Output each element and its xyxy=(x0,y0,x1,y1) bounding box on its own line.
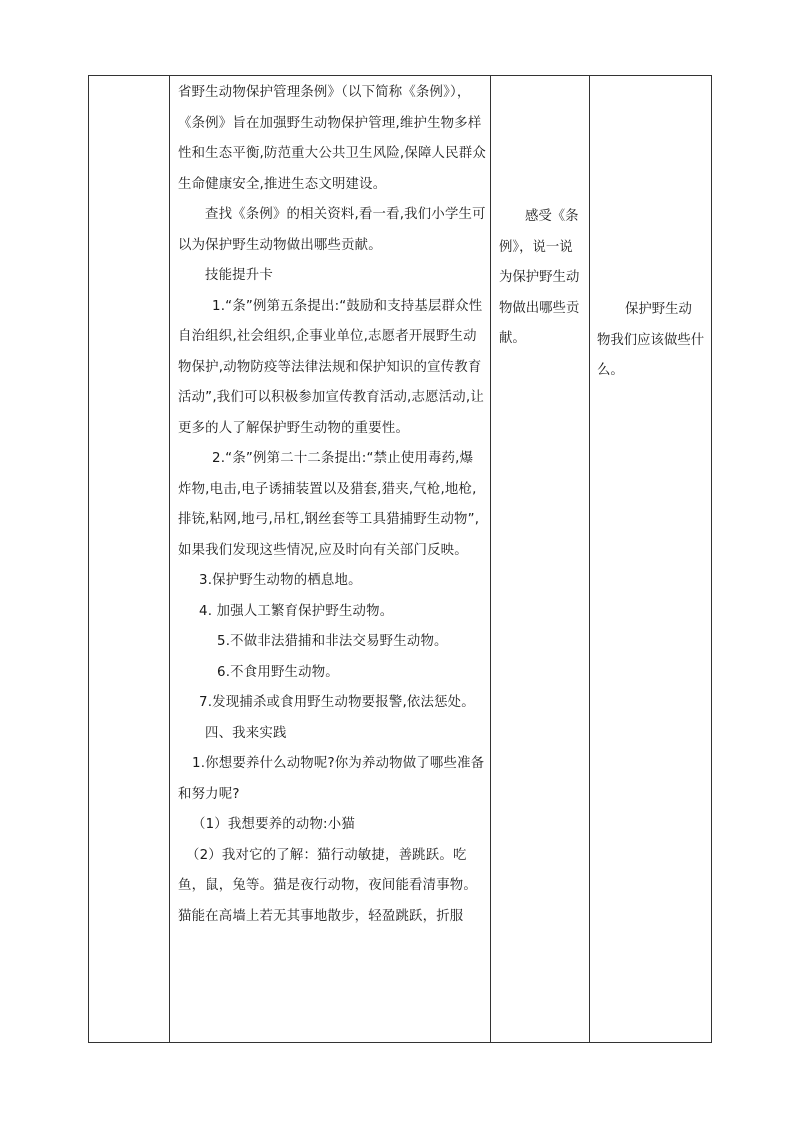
paragraph: 查找《条例》的相关资料,看一看,我们小学生可以为保护野生动物做出哪些贡献。 xyxy=(178,207,486,253)
table-row xyxy=(89,76,712,1043)
paragraph: 1.你想要养什么动物呢?你为养动物做了哪些准备和努力呢? xyxy=(178,756,485,802)
paragraph: 7.发现捕杀或食用野生动物要报警,依法惩处。 xyxy=(199,695,475,710)
paragraph: 5.不做非法猎捕和非法交易野生动物。 xyxy=(217,634,448,649)
table-cell-content xyxy=(170,76,491,1043)
paragraph: 3.保护野生动物的栖息地。 xyxy=(199,573,362,588)
paragraph: （2）我对它的了解：猫行动敏捷，善跳跃。吃鱼，鼠，兔等。猫是夜行动物，夜间能看清事物。猫能在高墙上若无其事地散步，轻盈跳跃，折服 xyxy=(178,847,477,924)
paragraph-heading: 技能提升卡 xyxy=(205,268,273,283)
content-text xyxy=(170,76,490,932)
table-cell-activity xyxy=(491,76,590,1043)
paragraph: 1.“条”例第五条提出:“鼓励和支持基层群众性自治组织,社会组织,企事业单位,志愿者开展野生动物保护,动物防疫等法律法规和保护知识的宣传教育活动”,我们可以积极参加宣传教育活动,志愿活动,让更多的人了解保护野生动物的重要性。 xyxy=(178,298,484,436)
paragraph-heading: 四、我来实践 xyxy=(205,725,287,741)
table-cell-goal xyxy=(590,76,712,1043)
paragraph: 省野生动物保护管理条例》（以下简称《条例》）， 《条例》旨在加强野生动物保护管理,维护生物多样性和生态平衡,防范重大公共卫生风险,保障人民群众生命健康安全,推进生态文明建设。 xyxy=(178,85,486,192)
activity-text: 感受《条例》，说一说为保护野生动物做出哪些贡献。 xyxy=(499,209,580,346)
table-cell-blank xyxy=(89,76,170,1043)
paragraph: 2.“条”例第二十二条提出:“禁止使用毒药,爆炸物,电击,电子诱捕装置以及猎套,猎夹,气枪,地枪,排铳,粘网,地弓,吊杠,钢丝套等工具猎捕野生动物”,如果我们发现这些情况,应及时向有关部门反映。 xyxy=(178,451,480,558)
paragraph: （1）我想要养的动物:小猫 xyxy=(192,817,355,832)
paragraph: 6.不食用野生动物。 xyxy=(217,664,339,680)
goal-text: 保护野生动物我们应该做些什么。 xyxy=(597,302,705,378)
lesson-table xyxy=(88,75,712,1043)
paragraph: 4. 加强人工繁育保护野生动物。 xyxy=(199,603,394,619)
